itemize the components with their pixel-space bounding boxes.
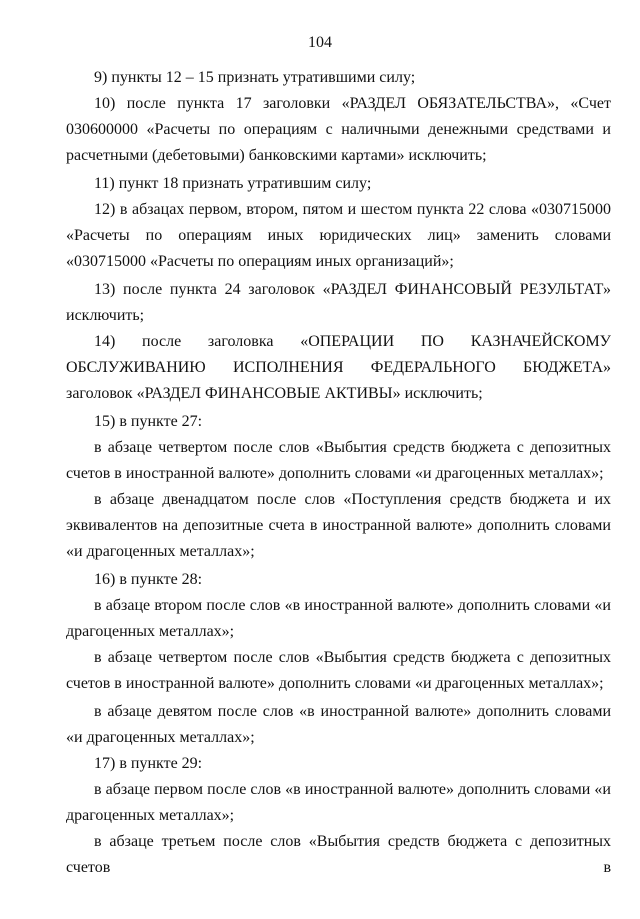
paragraph-17-sub-1: в абзаце первом после слов «в иностранной валюте» дополнить словами «и драгоценных металлах»;	[66, 781, 611, 824]
paragraph-item-14: 14) после заголовка «ОПЕРАЦИИ ПО КАЗНАЧЕЙСКОМУ ОБСЛУЖИВАНИЮ ИСПОЛНЕНИЯ ФЕДЕРАЛЬНОГО БЮДЖЕТА» заголовок «РАЗДЕЛ ФИНАНСОВЫЕ АКТИВЫ» исключить;	[66, 333, 611, 402]
page-number: 104	[308, 34, 332, 51]
paragraph-item-16: 16) в пункте 28:	[94, 571, 203, 588]
paragraph-16-sub-1: в абзаце втором после слов «в иностранной валюте» дополнить словами «и драгоценных металлах»;	[66, 597, 611, 640]
paragraph-item-17: 17) в пункте 29:	[94, 755, 203, 772]
paragraph-item-13: 13) после пункта 24 заголовок «РАЗДЕЛ ФИНАНСОВЫЙ РЕЗУЛЬТАТ» исключить;	[66, 281, 611, 324]
paragraph-15-sub-2: в абзаце двенадцатом после слов «Поступления средств бюджета и их эквивалентов на депозитные счета в иностранной валюте» дополнить словами «и драгоценных металлах»;	[66, 491, 611, 560]
paragraph-17-sub-2: в абзаце третьем после слов «Выбытия средств бюджета с депозитных счетов в	[66, 833, 611, 876]
paragraph-item-12: 12) в абзацах первом, втором, пятом и шестом пункта 22 слова «030715000 «Расчеты по операциям иных юридических лиц» заменить словами «030715000 «Расчеты по операциям иных организаций»;	[66, 201, 611, 270]
paragraph-16-sub-2: в абзаце четвертом после слов «Выбытия средств бюджета с депозитных счетов в иностранной валюте» дополнить словами «и драгоценных металлах»;	[66, 649, 611, 692]
paragraph-item-11: 11) пункт 18 признать утратившим силу;	[94, 175, 372, 192]
paragraph-15-sub-1: в абзаце четвертом после слов «Выбытия средств бюджета с депозитных счетов в иностранной валюте» дополнить словами «и драгоценных металлах»;	[66, 439, 611, 482]
paragraph-item-15: 15) в пункте 27:	[94, 413, 203, 430]
paragraph-item-9: 9) пункты 12 – 15 признать утратившими силу;	[94, 69, 416, 86]
paragraph-16-sub-3: в абзаце девятом после слов «в иностранной валюте» дополнить словами «и драгоценных металлах»;	[66, 703, 611, 746]
paragraph-item-10: 10) после пункта 17 заголовки «РАЗДЕЛ ОБЯЗАТЕЛЬСТВА», «Счет 030600000 «Расчеты по операциям с наличными денежными средствами и расчетными (дебетовыми) банковскими картами» исключить;	[66, 95, 611, 164]
